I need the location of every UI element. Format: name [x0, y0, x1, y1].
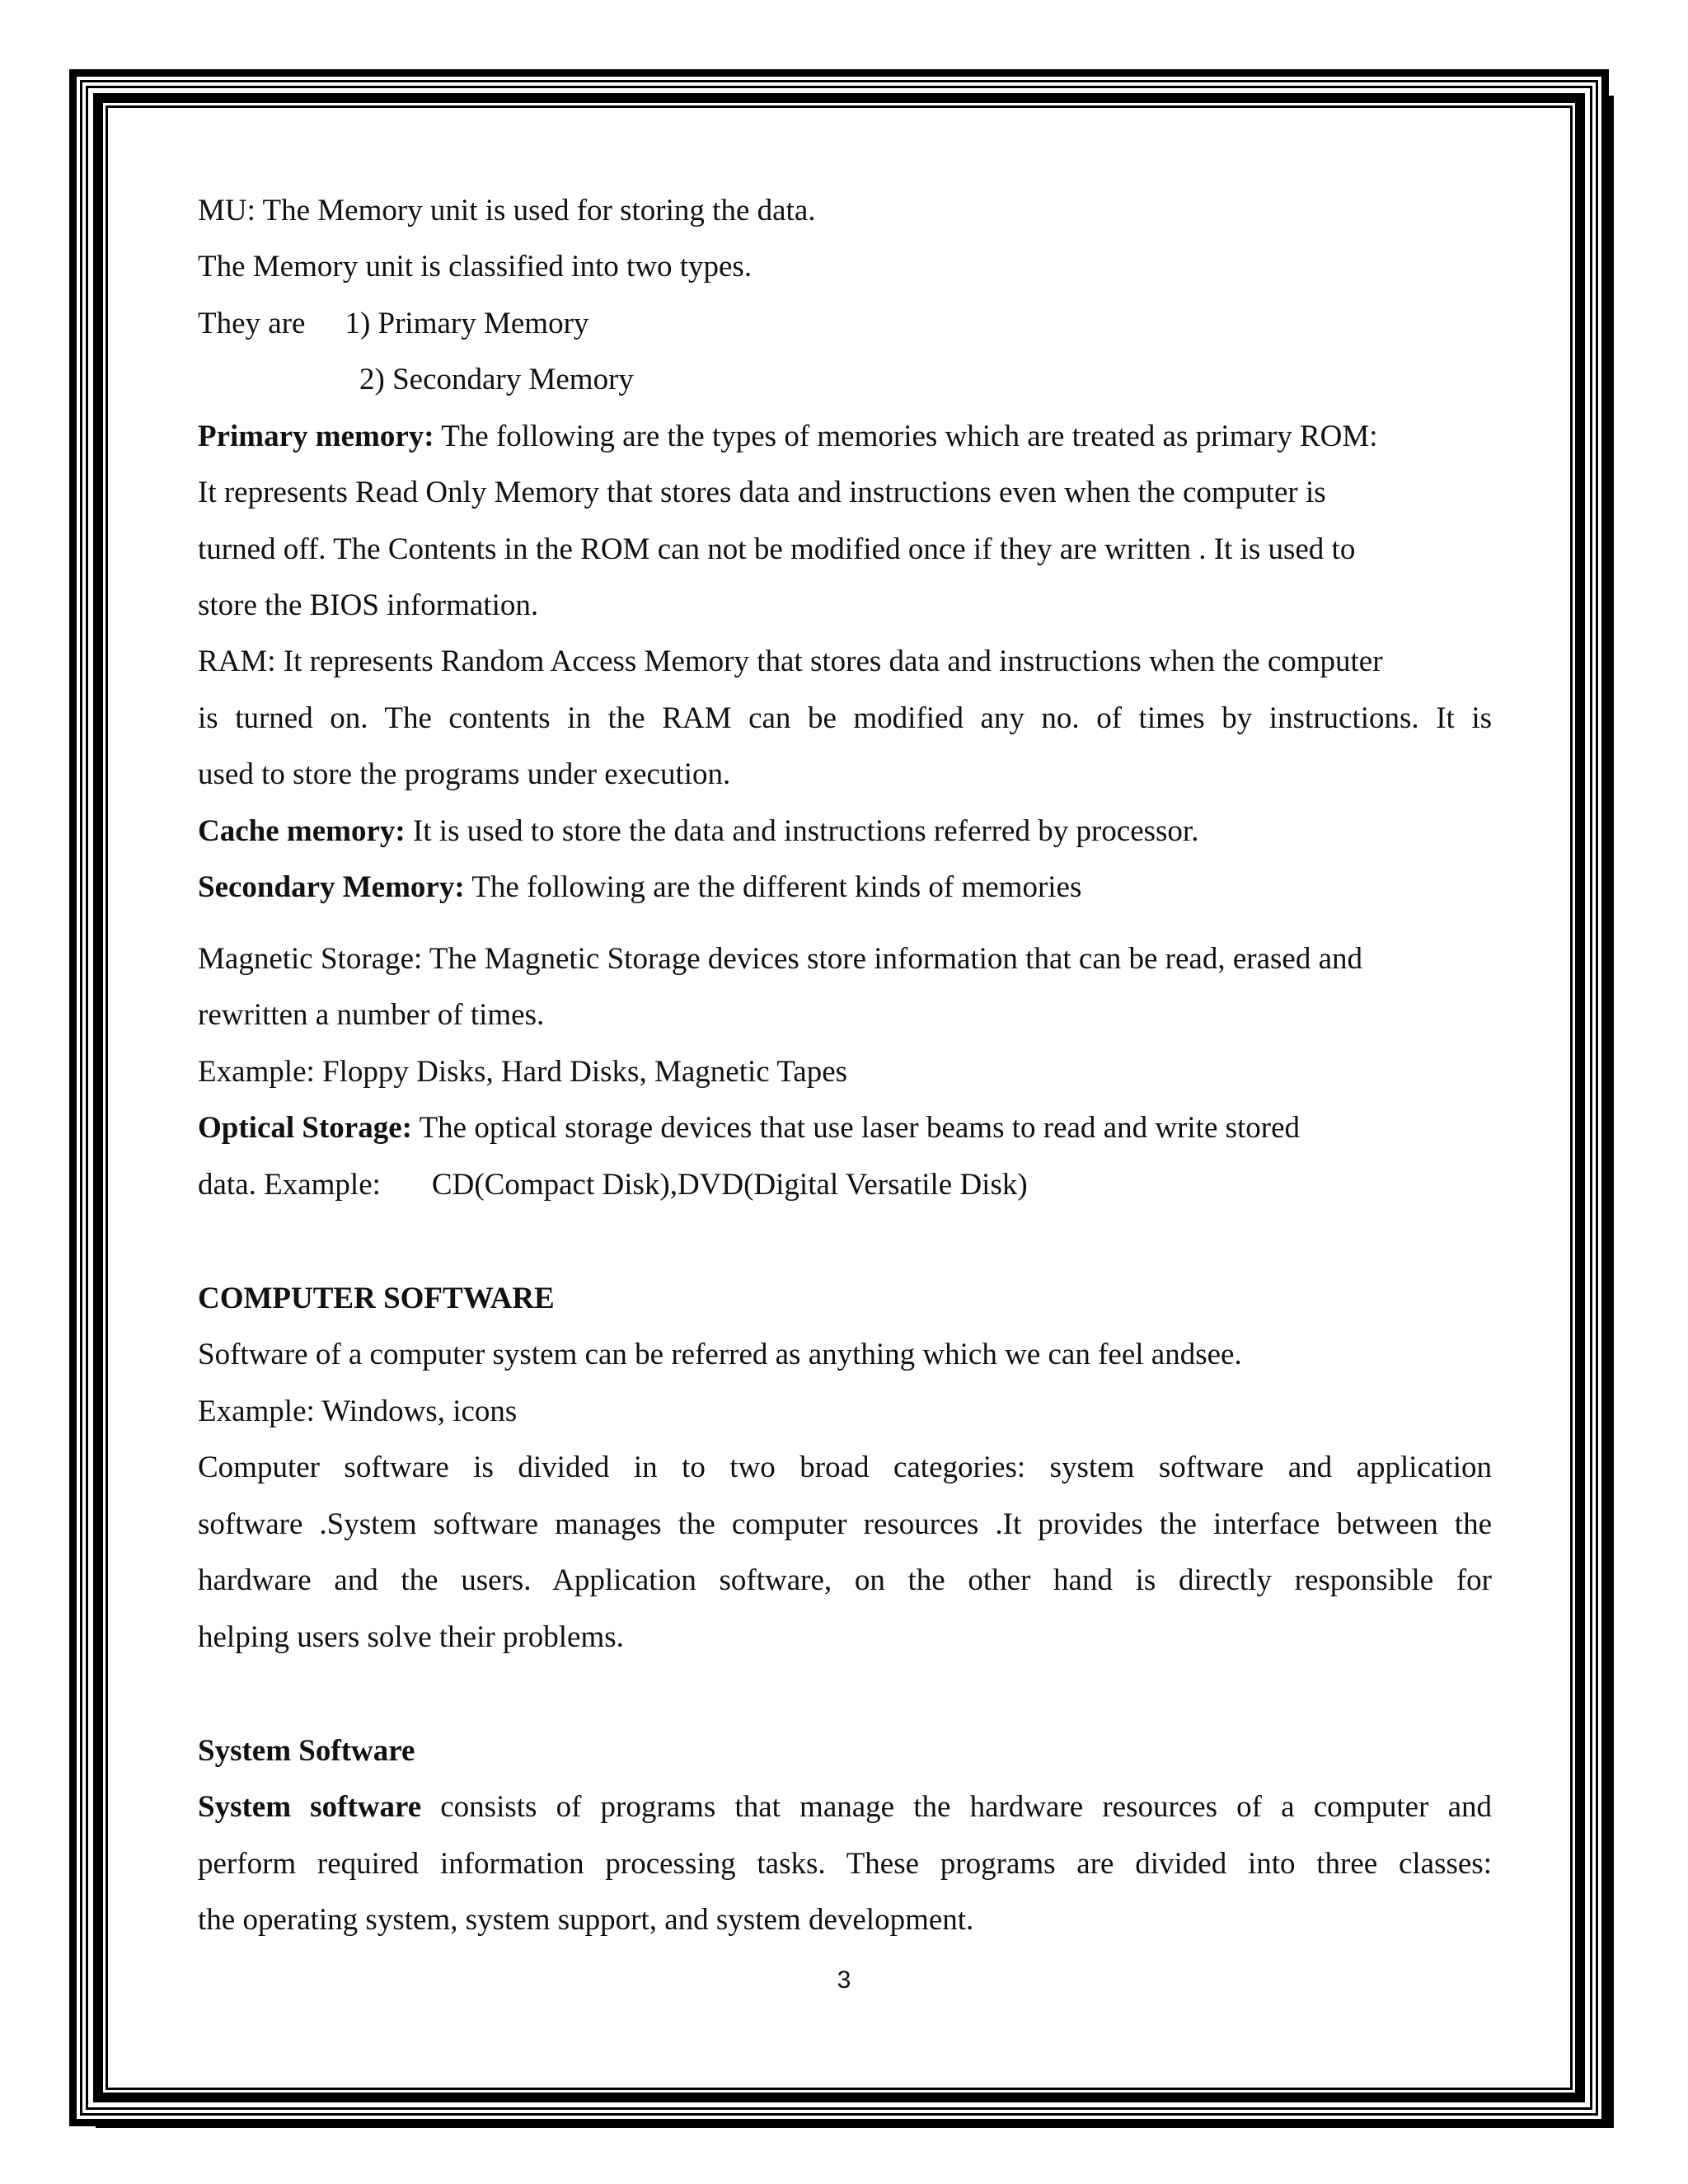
term-heading: Optical Storage:	[198, 1111, 412, 1145]
paragraph-line: Example: Floppy Disks, Hard Disks, Magnetic Tapes	[198, 1055, 848, 1089]
list-intro: They are	[198, 307, 306, 340]
paragraph-line: It represents Read Only Memory that stores data and instructions even when the computer is	[198, 476, 1326, 509]
paragraph-line: Primary memory: The following are the types of memories which are treated as primary ROM:	[198, 419, 1378, 453]
paragraph-line: data. Example: CD(Compact Disk),DVD(Digital Versatile Disk)	[198, 1168, 1028, 1202]
page-number: 3	[837, 1966, 851, 1994]
paragraph-line: Software of a computer system can be referred as anything which we can feel andsee.	[198, 1338, 1242, 1371]
paragraph-line: MU: The Memory unit is used for storing the data.	[198, 194, 816, 227]
paragraph-line	[198, 296, 588, 352]
paragraph-line: software .System software manages the computer resources .It provides the interface between the	[198, 1507, 1492, 1541]
section-heading: System Software	[198, 1734, 415, 1768]
paragraph-line: System software consists of programs that manage the hardware resources of a computer and	[198, 1790, 1492, 1824]
paragraph-line: Optical Storage: The optical storage devices that use laser beams to read and write stored	[198, 1111, 1301, 1145]
paragraph-line: Magnetic Storage: The Magnetic Storage devices store information that can be read, erased and	[198, 942, 1363, 976]
paragraph-line: Cache memory: It is used to store the data and instructions referred by processor.	[198, 814, 1199, 848]
paragraph-line: rewritten a number of times.	[198, 998, 545, 1032]
paragraph-line: RAM: It represents Random Access Memory that stores data and instructions when the computer	[198, 644, 1383, 678]
paragraph-line: used to store the programs under execution.	[198, 757, 731, 791]
paragraph-line: the operating system, system support, and system development.	[198, 1903, 974, 1937]
paragraph-line: hardware and the users. Application software, on the other hand is directly responsible for	[198, 1563, 1492, 1597]
list-item: 2) Secondary Memory	[359, 363, 634, 396]
term-heading: Cache memory:	[198, 814, 406, 848]
paragraph-line: store the BIOS information.	[198, 588, 539, 622]
paragraph-line: Computer software is divided in to two broad categories: system software and application	[198, 1451, 1492, 1484]
paragraph-line: perform required information processing tasks. These programs are divided into three classes:	[198, 1847, 1492, 1881]
paragraph-line: Example: Windows, icons	[198, 1394, 518, 1428]
term-heading: System software	[198, 1790, 422, 1824]
list-item: 1) Primary Memory	[345, 307, 589, 340]
paragraph-line: The Memory unit is classified into two types.	[198, 250, 753, 284]
paragraph-line: Secondary Memory: The following are the different kinds of memories	[198, 870, 1082, 904]
section-heading: COMPUTER SOFTWARE	[198, 1282, 555, 1315]
paragraph-line: is turned on. The contents in the RAM can be modified any no. of times by instructions. It is	[198, 701, 1492, 735]
term-heading: Secondary Memory:	[198, 870, 465, 904]
term-heading: Primary memory:	[198, 419, 434, 453]
paragraph-line: helping users solve their problems.	[198, 1620, 624, 1654]
paragraph-line: turned off. The Contents in the ROM can not be modified once if they are written . It is used to	[198, 532, 1356, 566]
